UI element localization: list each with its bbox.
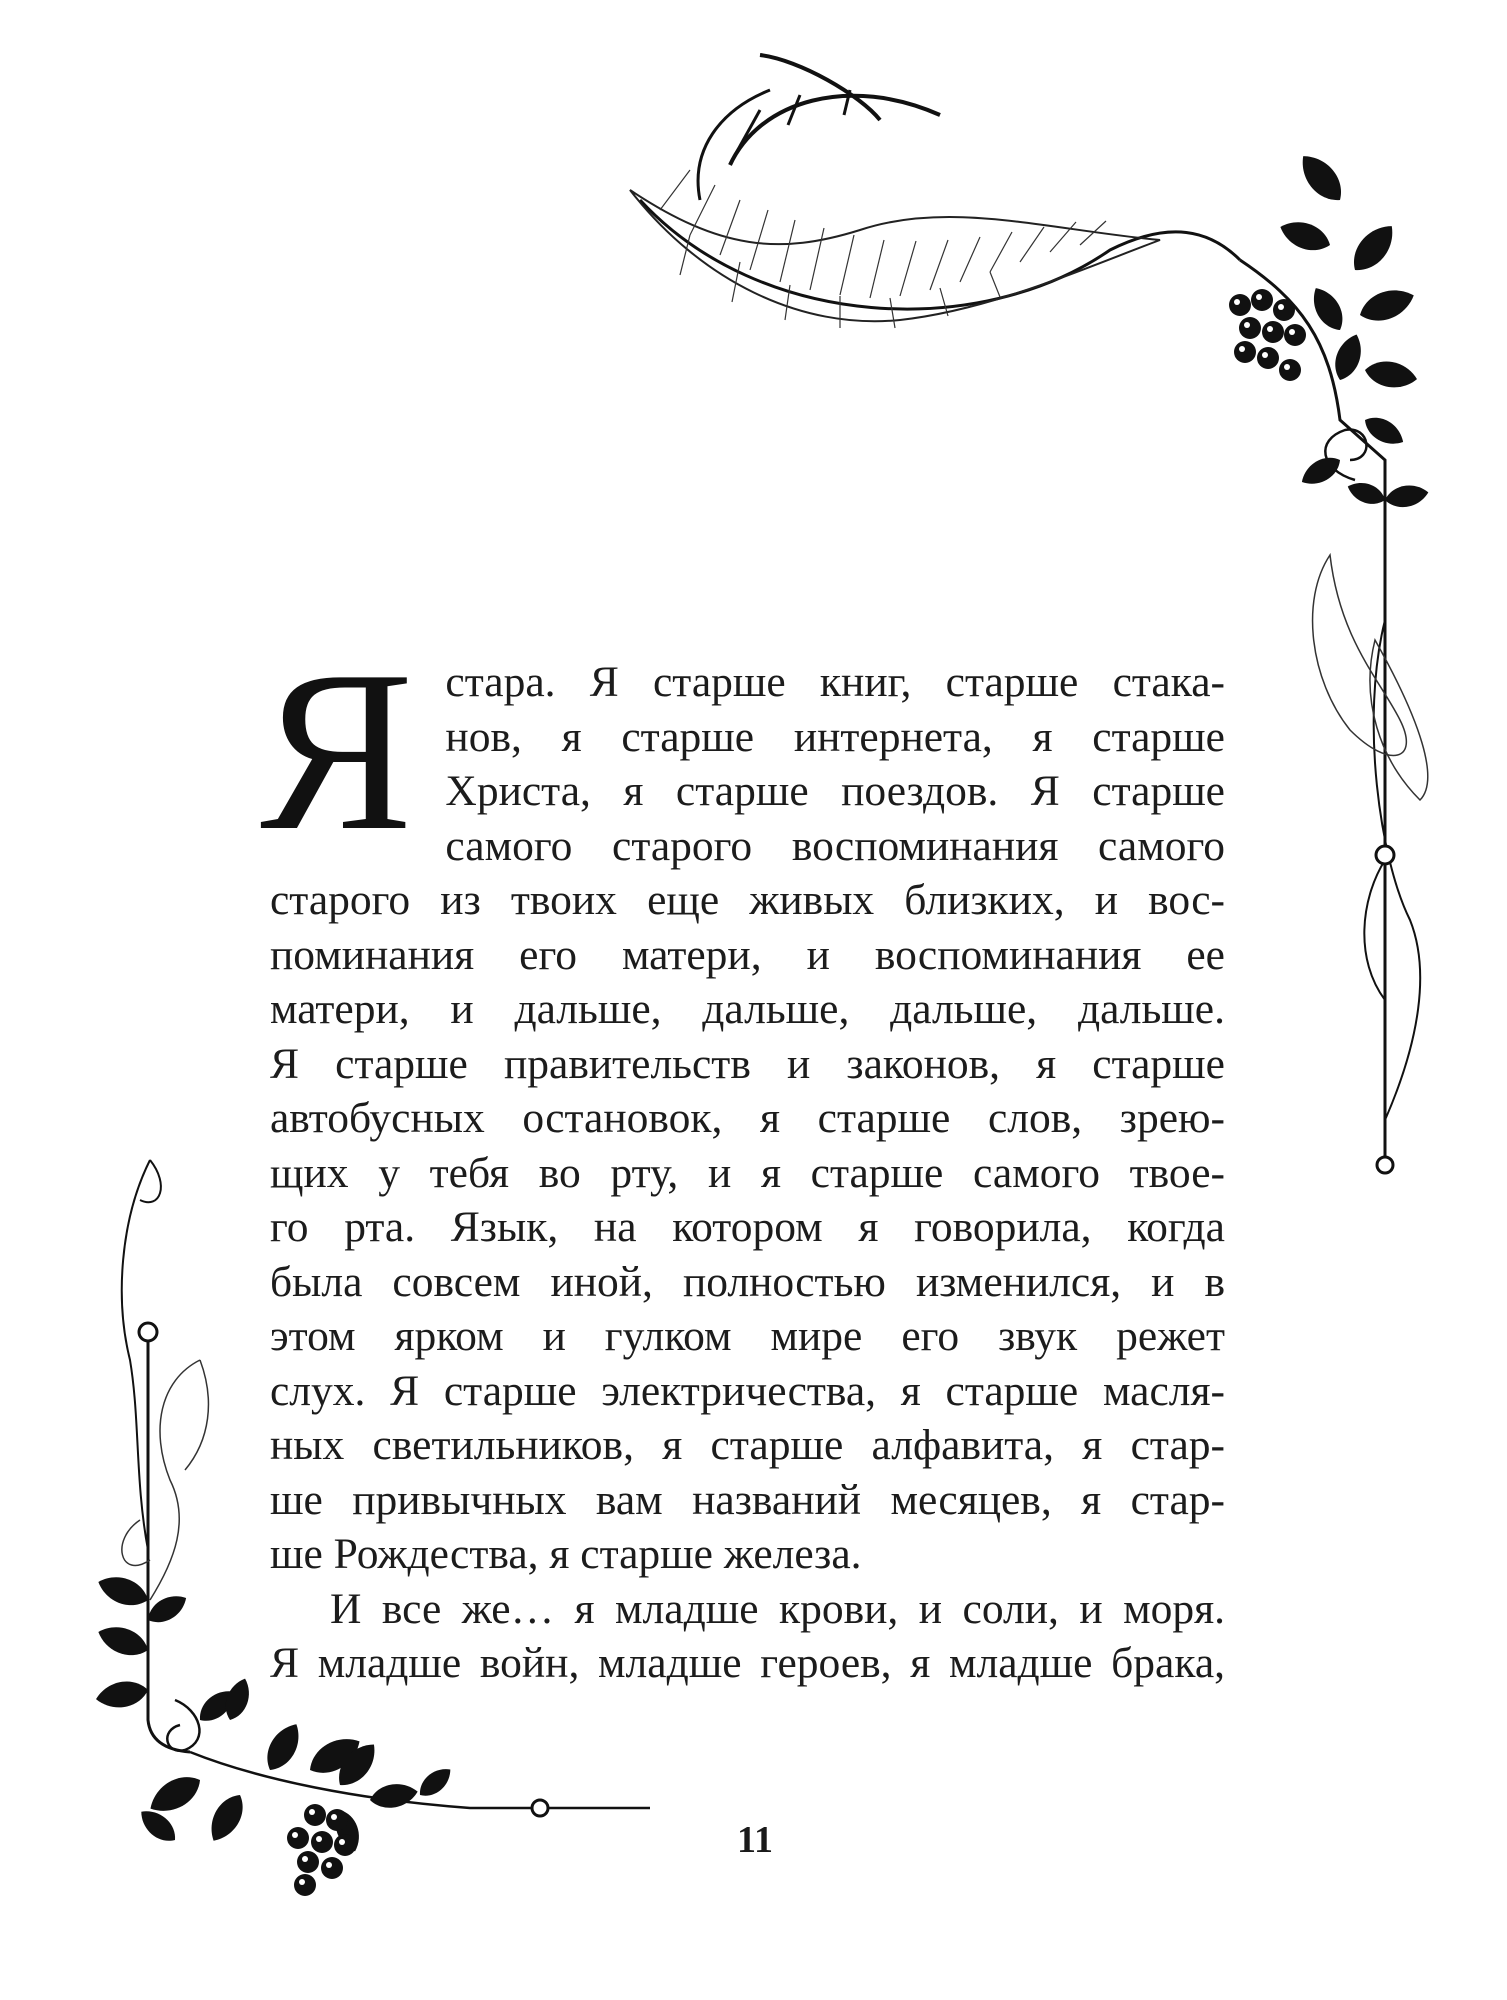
text-line: нов, я старше интернета, я старше xyxy=(445,712,1225,761)
berry-cluster-icon xyxy=(287,1804,356,1896)
text-line: поминания его матери, и воспоминания ее xyxy=(270,930,1225,979)
feather-icon xyxy=(1313,555,1428,800)
text-line: Я младше войн, младше героев, я младше брака, xyxy=(270,1639,1225,1687)
drop-cap: Я xyxy=(260,623,414,878)
text-line: го рта. Язык, на котором я говорила, когда xyxy=(270,1203,1225,1251)
text-line: ше привычных вам названий месяцев, я стар- xyxy=(270,1475,1225,1524)
text-line: была совсем иной, полностью изменился, и в xyxy=(270,1257,1225,1306)
text-line: ных светильников, я старше алфавита, я стар- xyxy=(270,1421,1225,1469)
text-line: Я старше правительств и законов, я старше xyxy=(270,1039,1225,1088)
berry-cluster-icon xyxy=(1229,289,1306,381)
text-line: этом ярком и гулком мире его звук режет xyxy=(270,1312,1225,1360)
text-line: Христа, я старше поездов. Я старше xyxy=(445,767,1225,815)
text-line: старого из твоих еще живых близких, и вос- xyxy=(270,876,1225,924)
text-line: стара. Я старше книг, старше стака- xyxy=(445,658,1225,706)
body-text xyxy=(260,623,1225,1691)
page-number: 11 xyxy=(737,1819,773,1861)
text-line: щих у тебя во рту, и я старше самого твое- xyxy=(270,1148,1225,1197)
text-line: автобусных остановок, я старше слов, зрею- xyxy=(270,1094,1225,1142)
paragraph xyxy=(270,1582,1225,1691)
text-line: И все же… я младше крови, и соли, и моря. xyxy=(330,1584,1225,1633)
text-line: слух. Я старше электричества, я старше масля- xyxy=(270,1366,1225,1415)
text-line: матери, и дальше, дальше, дальше, дальше. xyxy=(270,985,1225,1033)
feather-icon xyxy=(630,55,1240,328)
text-line: ше Рождества, я старше железа. xyxy=(270,1530,862,1578)
text-line: самого старого воспоминания самого xyxy=(445,821,1225,870)
